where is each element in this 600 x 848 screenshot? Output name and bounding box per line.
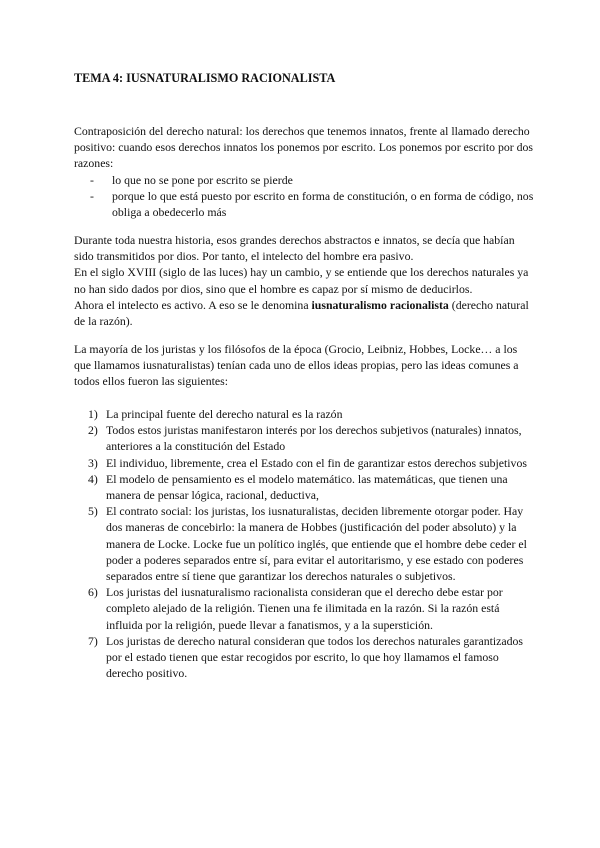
history-text-before: Ahora el intelecto es activo. A eso se le denomina: [74, 297, 312, 312]
item-text: La principal fuente del derecho natural es la razón: [106, 407, 343, 421]
document-title: TEMA 4: IUSNATURALISMO RACIONALISTA: [74, 71, 336, 85]
intro-paragraph: Contraposición del derecho natural: los derechos que tenemos innatos, frente al llamado derecho positivo: cuando esos derechos innatos los ponemos por escrito. Los ponemos por escrito por dos razones:: [74, 124, 534, 171]
item-number: 7): [88, 633, 98, 648]
bullet-marker: -: [90, 188, 94, 203]
history-paragraph-1: Durante toda nuestra historia, esos grandes derechos abstractos e innatos, se decía que habían sido transmitidos por dios. Por tanto, el intelecto del hombre era pasivo.: [74, 233, 515, 264]
list-item: [74, 188, 534, 220]
ideas-intro-section: [74, 341, 534, 390]
list-item: [74, 455, 534, 471]
bullet-text: lo que no se pone por escrito se pierde: [112, 172, 293, 187]
ideas-numbered-list: [74, 406, 534, 681]
item-text: El individuo, libremente, crea el Estado con el fin de garantizar estos derechos subjetivos: [106, 455, 527, 470]
item-number: 4): [88, 471, 98, 486]
list-item: [74, 633, 534, 682]
item-text: Los juristas del iusnaturalismo racionalista consideran que el derecho debe estar por completo alejado de la religión. Tienen una fe ilimitada en la razón. Si la razón está influida por la religión, puede llevar a fanatismos, y a la superstición.: [106, 585, 503, 632]
list-item: [74, 172, 534, 188]
list-item: [74, 406, 534, 422]
item-text: El modelo de pensamiento es el modelo matemático. las matemáticas, que tienen una manera de pensar lógica, racional, deductiva,: [106, 471, 508, 503]
history-paragraph-2: En el siglo XVIII (siglo de las luces) hay un cambio, y se entiende que los derechos naturales ya no han sido dados por dios, sino que el hombre es capaz por sí mismo de deducirlos.: [74, 265, 529, 296]
ideas-section: [74, 406, 534, 681]
list-item: [74, 584, 534, 633]
bullet-text: porque lo que está puesto por escrito en forma de constitución, o en forma de código, nos obliga a obedecerlo más: [112, 188, 534, 220]
intro-bullet-list: [74, 172, 534, 221]
item-number: 2): [88, 423, 98, 438]
item-text: Los juristas de derecho natural consideran que todos los derechos naturales garantizados por el estado tienen que estar recogidos por escrito, lo que hoy llamamos el famoso derecho positivo.: [106, 633, 524, 681]
history-paragraph-3: [74, 297, 534, 329]
history-text-after: (derecho natural de la razón).: [74, 297, 529, 329]
item-number: 3): [88, 455, 98, 470]
bold-term: iusnaturalismo racionalista: [311, 297, 449, 312]
ideas-intro-paragraph: La mayoría de los juristas y los filósofos de la época (Grocio, Leibniz, Hobbes, Locke… a los que llamamos iusnaturalistas) tenían cada uno de ellos ideas propias, pero las ideas comunes a todos ellos fueron las siguientes:: [74, 342, 519, 389]
intro-section: [74, 123, 534, 220]
item-text: Todos estos juristas manifestaron interés por los derechos subjetivos (naturales) innatos, anteriores a la constitución del Estado: [106, 423, 522, 454]
item-number: 5): [88, 504, 98, 519]
item-number: 1): [88, 407, 98, 421]
list-item: [74, 422, 534, 454]
bullet-marker: -: [90, 172, 94, 187]
history-section: [74, 232, 534, 329]
item-number: 6): [88, 585, 98, 600]
item-text: El contrato social: los juristas, los iusnaturalistas, deciden libremente otorgar poder. Hay dos maneras de concebirlo: la manera de Hobbes (justificación del poder absoluto) y la manera de Locke. Locke fue un político inglés, que entiende que el hombre debe ceder el poder a poderes separados entre sí, para evitar el autoritarismo, y ese estado con poderes separados entre sí tiene que garantizar los derechos naturales o subjetivos.: [106, 504, 527, 584]
list-item: [74, 503, 534, 584]
list-item: [74, 471, 534, 503]
